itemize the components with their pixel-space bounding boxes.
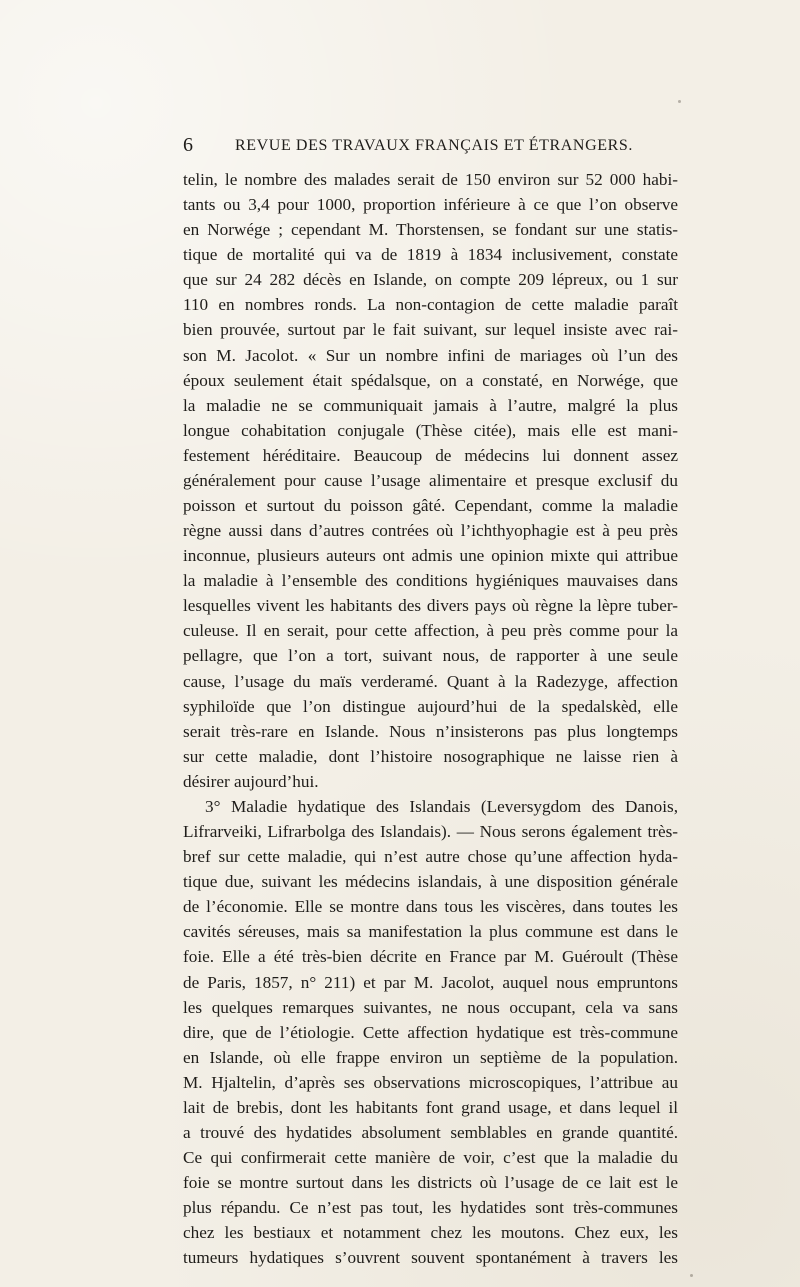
text-line: bien prouvée, surtout par le fait suivant, sur lequel insiste avec rai- (183, 320, 678, 340)
text-line: festement héréditaire. Beaucoup de médecins lui donnent assez (183, 445, 678, 465)
body-text (183, 167, 678, 1270)
paper-speck (690, 1274, 693, 1277)
text-line: telin, le nombre des malades serait de 150 environ sur 52 000 habi- (183, 170, 678, 189)
running-title: REVUE DES TRAVAUX FRANÇAIS ET ÉTRANGERS. (235, 137, 633, 154)
text-line: les quelques remarques suivantes, ne nous occupant, cela va sans (183, 997, 678, 1017)
text-line: longue cohabitation conjugale (Thèse citée), mais elle est mani- (183, 420, 678, 440)
text-line: foie se montre surtout dans les districts où l’usage de ce lait est le (183, 1173, 678, 1193)
text-line: Ce qui confirmerait cette manière de voir, c’est que la maladie du (183, 1148, 678, 1168)
text-line: culeuse. Il en serait, pour cette affection, à peu près comme pour la (183, 621, 678, 641)
text-line: inconnue, plusieurs auteurs ont admis une opinion mixte qui attribue (183, 546, 678, 566)
text-line: en Norwége ; cependant M. Thorstensen, se fondant sur une statis- (183, 220, 678, 240)
paper-speck (678, 100, 681, 103)
page-number: 6 (183, 134, 193, 156)
text-line: époux seulement était spédalsque, on a constaté, en Norwége, que (183, 370, 678, 390)
text-line: désirer aujourd’hui. (183, 771, 319, 791)
text-line: poisson et surtout du poisson gâté. Cependant, comme la maladie (183, 496, 678, 516)
text-line: plus répandu. Ce n’est pas tout, les hydatides sont très-communes (183, 1198, 678, 1218)
text-line: tumeurs hydatiques s’ouvrent souvent spontanément à travers les (183, 1248, 678, 1268)
text-line: cavités séreuses, mais sa manifestation la plus commune est dans le (183, 922, 678, 942)
text-line: en Islande, où elle frappe environ un septième de la population. (183, 1047, 678, 1067)
text-line: cause, l’usage du maïs verderamé. Quant à la Radezyge, affection (183, 671, 678, 691)
page-header (183, 133, 678, 157)
text-line: bref sur cette maladie, qui n’est autre chose qu’une affection hyda- (183, 847, 678, 867)
text-line: lesquelles vivent les habitants des divers pays où règne la lèpre tuber- (183, 596, 678, 616)
text-line: généralement pour cause l’usage alimentaire et presque exclusif du (183, 470, 678, 490)
text-line: sur cette maladie, dont l’histoire nosographique ne laisse rien à (183, 746, 678, 766)
text-line: pellagre, que l’on a tort, suivant nous, de rapporter à une seule (183, 646, 678, 666)
text-line: règne aussi dans d’autres contrées où l’ichthyophagie est à peu près (183, 521, 678, 541)
text-line: Lifrarveiki, Lifrarbolga des Islandais). — Nous serons également très- (183, 822, 678, 842)
text-line: de l’économie. Elle se montre dans tous les viscères, dans toutes les (183, 897, 678, 917)
text-line: serait très-rare en Islande. Nous n’insisterons pas plus longtemps (183, 721, 678, 741)
text-line: tants ou 3,4 pour 1000, proportion inférieure à ce que l’on observe (183, 195, 678, 215)
text-line: son M. Jacolot. « Sur un nombre infini de mariages où l’un des (183, 345, 678, 365)
text-line: chez les bestiaux et notamment chez les moutons. Chez eux, les (183, 1223, 678, 1243)
text-line: a trouvé des hydatides absolument semblables en grande quantité. (183, 1122, 678, 1142)
text-line: 110 en nombres ronds. La non-contagion de cette maladie paraît (183, 295, 678, 315)
text-line: syphiloïde que l’on distingue aujourd’hui de la spedalskèd, elle (183, 696, 678, 716)
text-line: dire, que de l’étiologie. Cette affection hydatique est très-commune (183, 1022, 678, 1042)
text-line: tique due, suivant les médecins islandais, à une disposition générale (183, 872, 678, 892)
text-line: la maladie à l’ensemble des conditions hygiéniques mauvaises dans (183, 571, 678, 591)
text-line: M. Hjaltelin, d’après ses observations microscopiques, l’attribue au (183, 1072, 678, 1092)
text-line: tique de mortalité qui va de 1819 à 1834 inclusivement, constate (183, 245, 678, 265)
text-line: lait de brebis, dont les habitants font grand usage, et dans lequel il (183, 1097, 678, 1117)
text-line: foie. Elle a été très-bien décrite en France par M. Guéroult (Thèse (183, 947, 678, 967)
text-line: que sur 24 282 décès en Islande, on compte 209 lépreux, ou 1 sur (183, 270, 678, 290)
section-heading-line: 3° Maladie hydatique des Islandais (Leversygdom des Danois, (205, 796, 678, 816)
text-line: la maladie ne se communiquait jamais à l’autre, malgré la plus (183, 395, 678, 415)
text-line: de Paris, 1857, n° 211) et par M. Jacolot, auquel nous empruntons (183, 972, 678, 992)
